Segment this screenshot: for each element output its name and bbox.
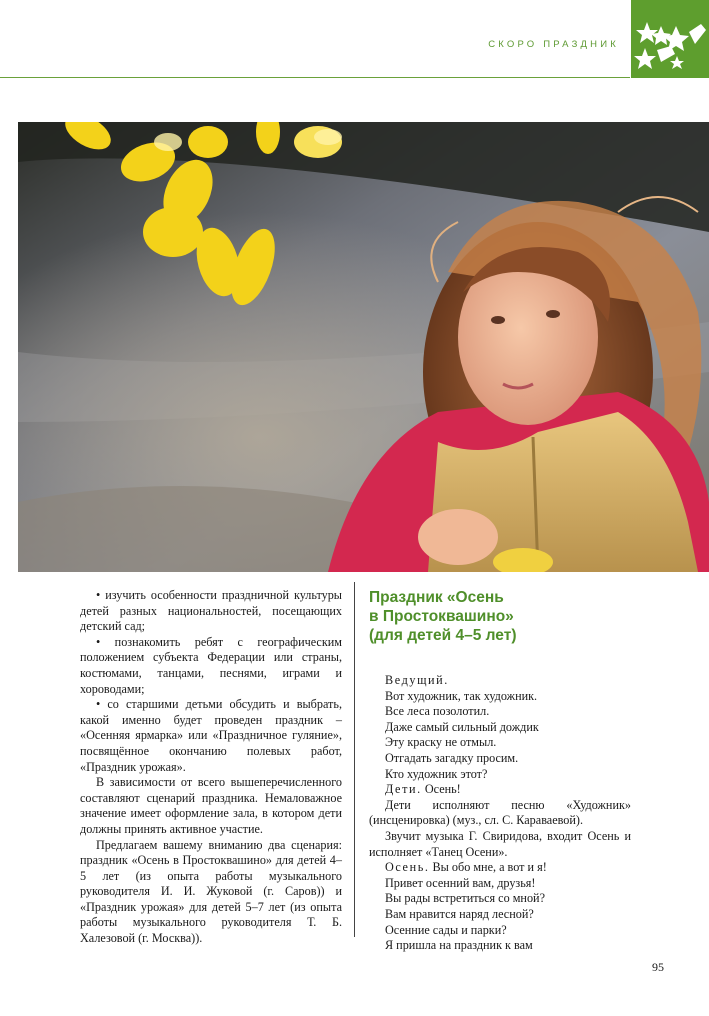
header-rule xyxy=(0,77,630,78)
bullet-item: • со старшими детьми обсудить и выбрать, какой именно будет проведен праздник – «Осенняя ярмарка» или «Праздничное гуляние», посвящённое окончанию полевых работ, «Праздник урожая». xyxy=(80,697,342,774)
verse-line: Вы обо мне, а вот и я! xyxy=(429,860,547,875)
verse-line: Осень! xyxy=(421,782,461,797)
heading-line: Праздник «Осень xyxy=(369,589,504,606)
verse-line: Привет осенний вам, друзья! xyxy=(385,875,536,890)
heading-line: в Простоквашино» xyxy=(369,608,514,625)
verse-line: Вам нравится наряд лесной? xyxy=(385,906,534,921)
verse-line: Все леса позолотил. xyxy=(385,704,490,719)
star-icon xyxy=(636,22,658,43)
speaker-name: Дети. xyxy=(385,782,422,797)
speaker-name: Ведущий. xyxy=(385,673,449,687)
section-heading xyxy=(369,588,631,645)
verse-line: Осенние сады и парки? xyxy=(385,922,507,937)
verse-line: Я пришла на праздник к вам xyxy=(385,938,533,953)
left-column xyxy=(80,588,342,947)
verse-line: Кто художник этот? xyxy=(385,766,488,781)
right-column xyxy=(369,588,631,954)
verse-line: Эту краску не отмыл. xyxy=(385,735,497,750)
speaker-name: Осень. xyxy=(385,860,430,875)
star-icon xyxy=(670,56,684,69)
verse-line: Даже самый сильный дождик xyxy=(385,719,539,734)
column-divider xyxy=(354,582,355,937)
corner-stars-emblem xyxy=(630,0,709,78)
bullet-item: • изучить особенности праздничной культуры детей разных национальностей, посещающих детский сад; xyxy=(80,588,342,634)
body-paragraph: Предлагаем вашему вниманию два сценария: праздник «Осень в Простоквашино» для детей 4–5 лет (из опыта работы музыкального руководителя И. И. Жуковой (г. Саров)) и «Праздник урожая» для детей 5–7 лет (из опыта работы музыкального руководителя Т. Б. Халезовой (г. Москва)). xyxy=(80,837,342,946)
page-number: 95 xyxy=(652,960,664,974)
stage-direction: Звучит музыка Г. Свиридова, входит Осень и исполняет «Танец Осени». xyxy=(369,828,631,859)
star-icon xyxy=(634,48,656,69)
stage-direction: Дети исполняют песню «Художник» (инсценировка) (муз., сл. С. Караваевой). xyxy=(369,797,631,828)
heading-line: (для детей 4–5 лет) xyxy=(369,627,517,644)
running-header: СКОРО ПРАЗДНИК xyxy=(488,39,619,50)
bullet-item: • познакомить ребят с географическим положением субъекта Федерации или страны, костюмами, танцами, песнями, играми и хороводами; xyxy=(80,634,342,696)
body-paragraph: В зависимости от всего вышеперечисленного составляют сценарий праздника. Немаловажное значение имеет оформление зала, в котором дети должны принять активное участие. xyxy=(80,775,342,836)
autumn-girl-photo xyxy=(18,122,709,572)
verse-line: Вы рады встретиться со мной? xyxy=(385,891,545,906)
scenario-text xyxy=(369,673,631,954)
verse-line: Вот художник, так художник. xyxy=(385,688,538,703)
verse-line: Отгадать загадку просим. xyxy=(385,750,519,765)
